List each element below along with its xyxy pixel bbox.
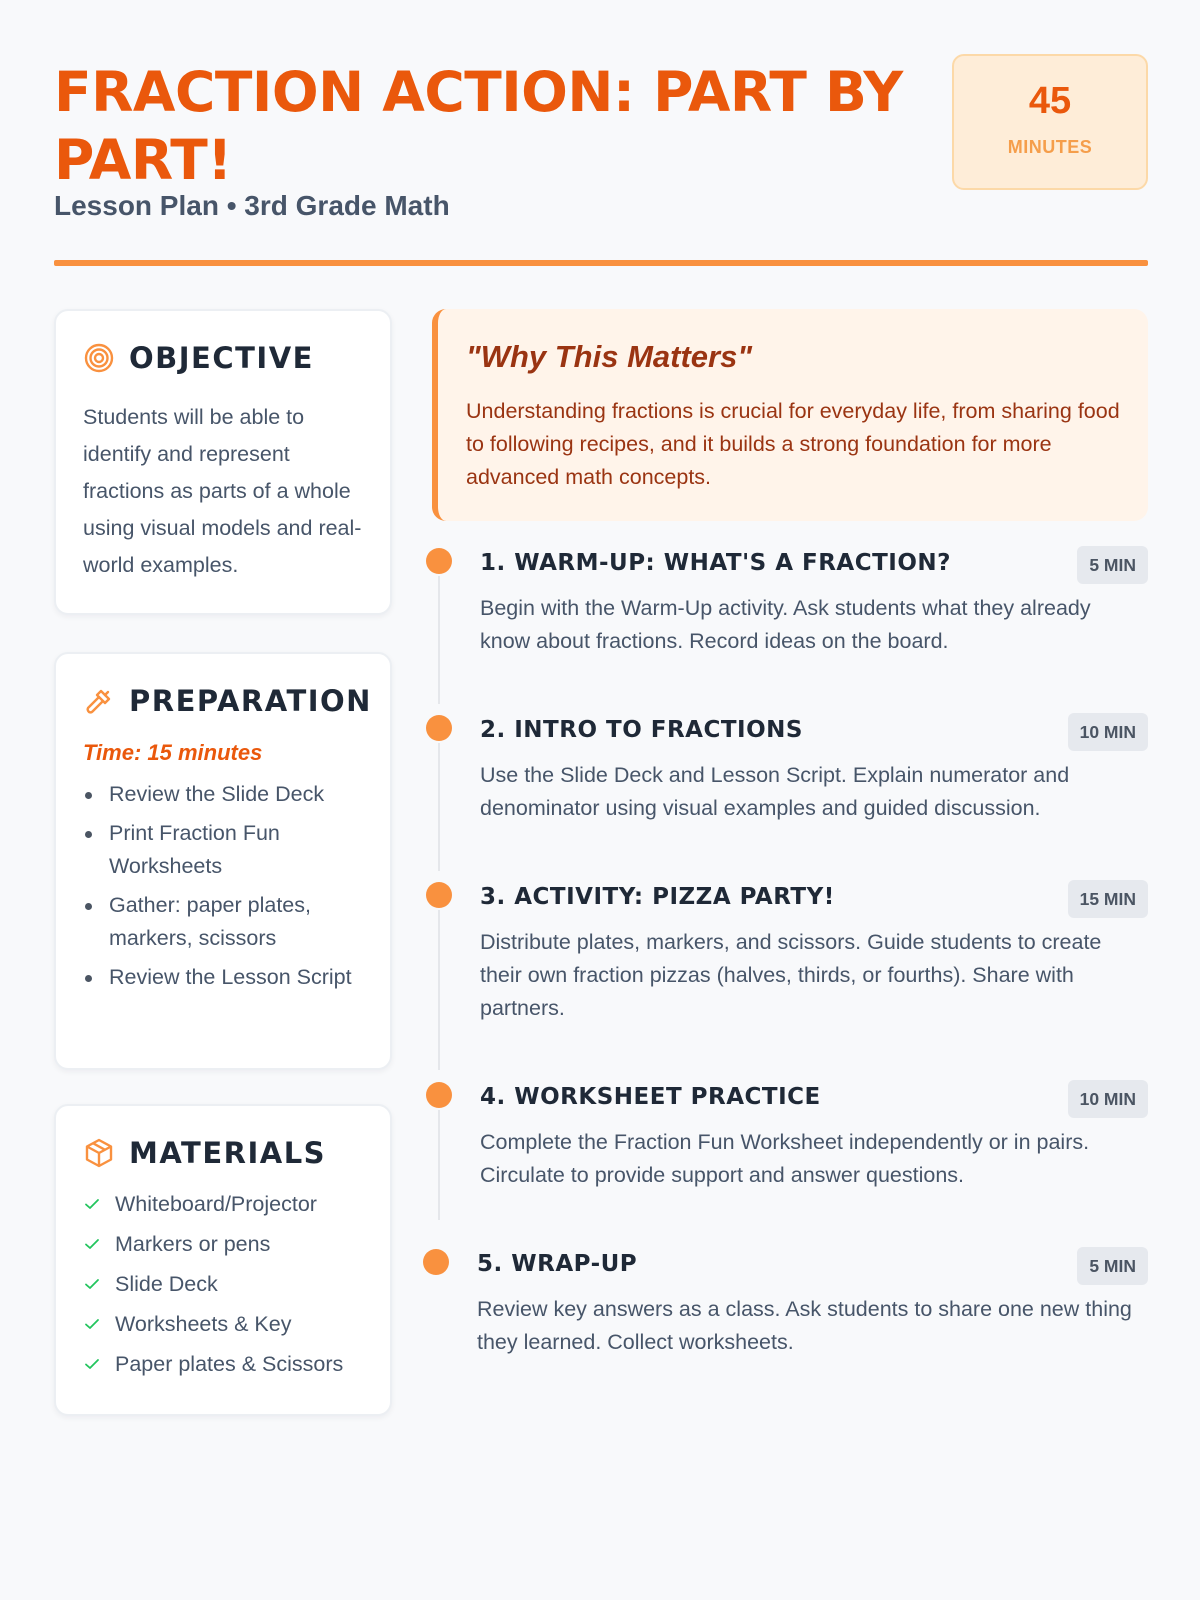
step-description: Review key answers as a class. Ask students to share one new thing they learned. Collect worksheets.	[477, 1297, 1132, 1354]
step-time-badge: 10 MIN	[1068, 1080, 1148, 1118]
step-title: 4. WORKSHEET PRACTICE	[480, 1084, 821, 1110]
page-subtitle: Lesson Plan • 3rd Grade Math	[54, 190, 450, 221]
bullet-icon	[85, 903, 92, 910]
bullet-icon	[85, 831, 92, 838]
timeline-dot-icon	[423, 1249, 449, 1275]
step-description: Use the Slide Deck and Lesson Script. Explain numerator and denominator using visual examples and guided discussion.	[480, 763, 1070, 820]
box-icon	[83, 1137, 115, 1169]
list-item-label: Worksheets & Key	[115, 1312, 292, 1336]
check-icon	[83, 1235, 101, 1253]
hammer-icon	[83, 685, 115, 717]
list-item	[83, 1310, 390, 1338]
lesson-plan-page	[54, 54, 1148, 1376]
why-text: Understanding fractions is crucial for everyday life, from sharing food to following recipes, and it builds a strong foundation for more advanced math concepts.	[466, 399, 1120, 489]
timeline-dot-icon	[426, 715, 452, 741]
list-item	[83, 961, 370, 994]
step-time-badge: 15 MIN	[1068, 880, 1148, 918]
step-time-badge: 5 MIN	[1077, 546, 1148, 584]
check-icon	[83, 1275, 101, 1293]
objective-text: Students will be able to identify and represent fractions as parts of a whole using visual models and real-world examples.	[83, 405, 362, 577]
objective-heading	[83, 341, 390, 375]
materials-title: MATERIALS	[129, 1136, 327, 1170]
list-item	[83, 1190, 390, 1218]
preparation-card	[54, 652, 392, 1070]
step-header	[480, 713, 1148, 753]
timeline-dot-icon	[426, 1082, 452, 1108]
materials-list	[83, 1190, 390, 1378]
list-item	[83, 1230, 390, 1258]
list-item-label: Review the Slide Deck	[109, 782, 325, 806]
timeline-dot-icon	[426, 882, 452, 908]
bullet-icon	[85, 975, 92, 982]
header-divider	[54, 260, 1148, 266]
timeline-connector	[438, 910, 440, 1070]
header	[54, 54, 1148, 254]
list-item-label: Review the Lesson Script	[109, 965, 352, 989]
step-title: 1. WARM-UP: WHAT'S A FRACTION?	[480, 550, 952, 576]
timeline-dot-icon	[426, 548, 452, 574]
list-item-label: Print Fraction Fun Worksheets	[109, 821, 280, 878]
list-item	[83, 1270, 390, 1298]
list-item	[83, 1350, 390, 1378]
step-time-badge: 5 MIN	[1077, 1247, 1148, 1285]
list-item	[83, 817, 370, 883]
step-header	[477, 1247, 1148, 1287]
page-title: FRACTION ACTION: PART BY PART!	[54, 60, 903, 192]
list-item	[83, 889, 370, 955]
timeline-step	[426, 1080, 1148, 1212]
timeline-step	[426, 713, 1148, 845]
timeline-step	[423, 1247, 1148, 1379]
timeline-connector	[438, 1110, 440, 1220]
preparation-list	[83, 778, 370, 994]
timeline-step	[426, 880, 1148, 1050]
materials-card	[54, 1104, 392, 1416]
preparation-heading	[83, 684, 390, 718]
list-item-label: Slide Deck	[115, 1272, 218, 1296]
step-description: Begin with the Warm-Up activity. Ask students what they already know about fractions. Record ideas on the board.	[480, 596, 1091, 653]
timeline-connector	[438, 576, 440, 704]
step-title: 2. INTRO TO FRACTIONS	[480, 717, 803, 743]
timeline-step	[426, 546, 1148, 678]
duration-unit: MINUTES	[1007, 137, 1093, 157]
preparation-title: PREPARATION	[129, 684, 372, 718]
objective-title: OBJECTIVE	[129, 341, 314, 375]
step-description: Complete the Fraction Fun Worksheet independently or in pairs. Circulate to provide support and answer questions.	[480, 1130, 1090, 1187]
list-item-label: Gather: paper plates, markers, scissors	[109, 893, 311, 950]
list-item	[83, 778, 370, 811]
objective-card	[54, 309, 392, 615]
list-item-label: Paper plates & Scissors	[115, 1352, 344, 1376]
check-icon	[83, 1315, 101, 1333]
step-title: 5. WRAP-UP	[477, 1251, 638, 1277]
step-description: Distribute plates, markers, and scissors. Guide students to create their own fraction pizzas (halves, thirds, or fourths). Share with partners.	[480, 930, 1102, 1020]
materials-heading	[83, 1136, 390, 1170]
preparation-time: Time: 15 minutes	[83, 740, 263, 765]
timeline-connector	[438, 743, 440, 871]
step-title: 3. ACTIVITY: PIZZA PARTY!	[480, 884, 835, 910]
step-header	[480, 880, 1148, 920]
step-header	[480, 1080, 1148, 1120]
bullet-icon	[85, 792, 92, 799]
list-item-label: Whiteboard/Projector	[115, 1192, 317, 1216]
why-this-matters-callout	[432, 309, 1148, 521]
target-icon	[83, 342, 115, 374]
duration-value: 45	[1028, 80, 1072, 122]
check-icon	[83, 1195, 101, 1213]
check-icon	[83, 1355, 101, 1373]
list-item-label: Markers or pens	[115, 1232, 271, 1256]
duration-badge	[952, 54, 1148, 190]
why-title: "Why This Matters"	[466, 339, 753, 374]
step-header	[480, 546, 1148, 586]
step-time-badge: 10 MIN	[1068, 713, 1148, 751]
